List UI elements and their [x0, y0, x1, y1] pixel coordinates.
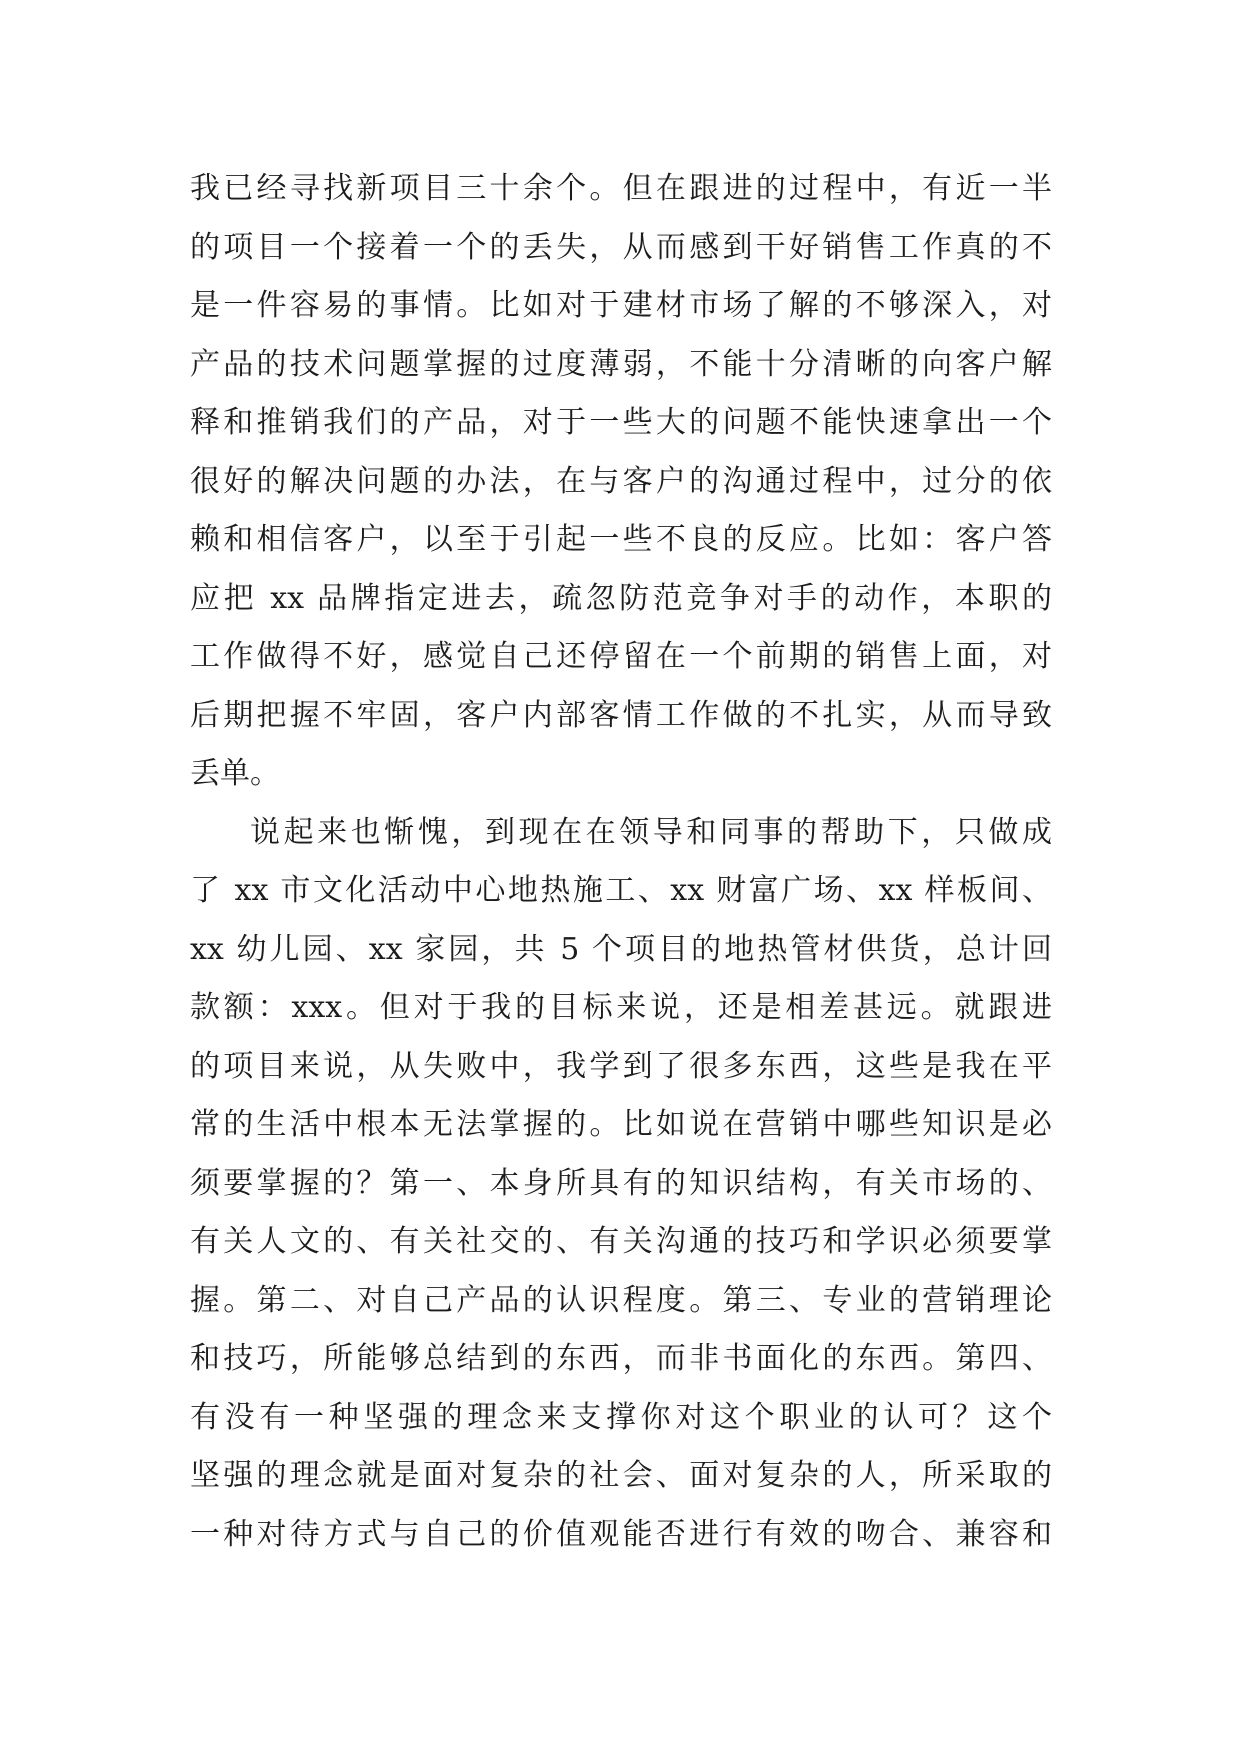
- text-line: 丢单。: [190, 756, 280, 791]
- text-line: 应把 xx 品牌指定进去，疏忽防范竞争对手的动作，本职的: [190, 580, 1052, 616]
- paragraph-2: [190, 804, 1052, 1565]
- text-line: 说起来也惭愧，到现在在领导和同事的帮助下，只做成: [250, 814, 1052, 850]
- text-line: 和技巧，所能够总结到的东西，而非书面化的东西。第四、: [190, 1341, 1052, 1376]
- text-line: 握。第二、对自己产品的认识程度。第三、专业的营销理论: [190, 1282, 1052, 1318]
- text-line: 是一件容易的事情。比如对于建材市场了解的不够深入，对: [190, 288, 1052, 323]
- text-line: 一种对待方式与自己的价值观能否进行有效的吻合、兼容和: [190, 1516, 1052, 1552]
- text-line: 产品的技术问题掌握的过度薄弱，不能十分清晰的向客户解: [190, 346, 1052, 382]
- text-line: 很好的解决问题的办法，在与客户的沟通过程中，过分的依: [190, 463, 1052, 499]
- text-line: 有关人文的、有关社交的、有关沟通的技巧和学识必须要掌: [190, 1224, 1052, 1259]
- text-line: 工作做得不好，感觉自己还停留在一个前期的销售上面，对: [190, 639, 1052, 674]
- text-line: 须要掌握的？第一、本身所具有的知识结构，有关市场的、: [190, 1165, 1052, 1201]
- text-line: 坚强的理念就是面对复杂的社会、面对复杂的人，所采取的: [190, 1458, 1052, 1493]
- text-line: 有没有一种坚强的理念来支撑你对这个职业的认可？这个: [190, 1399, 1052, 1435]
- text-line: 我已经寻找新项目三十余个。但在跟进的过程中，有近一半: [190, 171, 1052, 206]
- text-line: 款额：xxx。但对于我的目标来说，还是相差甚远。就跟进: [190, 990, 1052, 1025]
- body-text: [190, 160, 1052, 1564]
- text-line: 了 xx 市文化活动中心地热施工、xx 财富广场、xx 样板间、: [190, 873, 1052, 908]
- text-line: 的项目来说，从失败中，我学到了很多东西，这些是我在平: [190, 1048, 1052, 1084]
- text-line: xx 幼儿园、xx 家园，共 5 个项目的地热管材供货，总计回: [190, 931, 1052, 967]
- text-line: 释和推销我们的产品，对于一些大的问题不能快速拿出一个: [190, 405, 1052, 440]
- text-line: 后期把握不牢固，客户内部客情工作做的不扎实，从而导致: [190, 697, 1052, 733]
- paragraph-1: [190, 160, 1052, 804]
- text-line: 的项目一个接着一个的丢失，从而感到干好销售工作真的不: [190, 229, 1052, 265]
- text-line: 赖和相信客户，以至于引起一些不良的反应。比如：客户答: [190, 522, 1052, 557]
- text-line: 常的生活中根本无法掌握的。比如说在营销中哪些知识是必: [190, 1107, 1052, 1142]
